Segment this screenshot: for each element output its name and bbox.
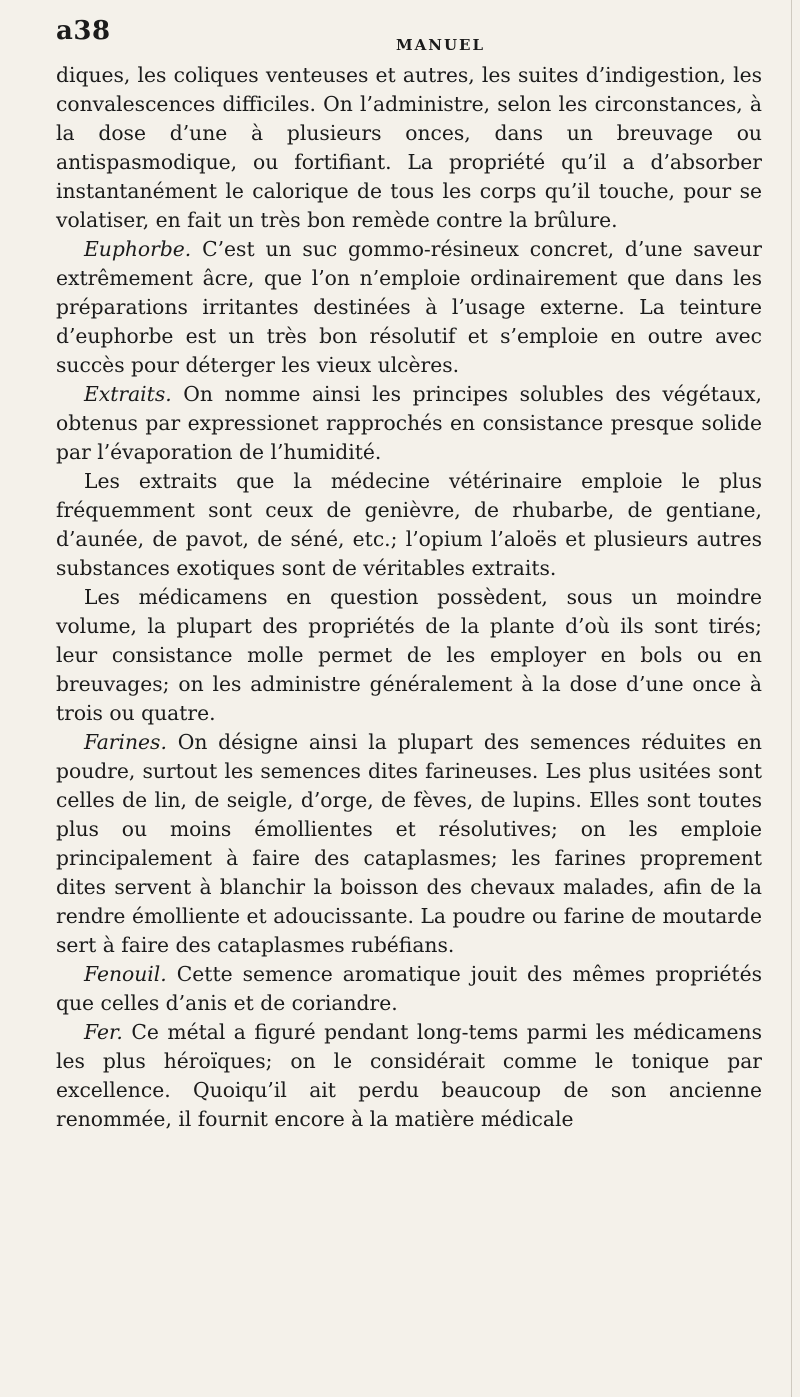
page-header [56, 12, 756, 62]
entry-title: Euphorbe. [84, 237, 192, 261]
body-text [56, 61, 762, 1134]
paragraph-text: Ce métal a figuré pendant long-tems parmi les médicamens les plus héroïques; on le considérait comme le tonique par excellence. Quoiqu’il ait perdu beaucoup de son ancienne renommée, il fournit encore à la matière médicale [56, 1020, 762, 1131]
entry-fenouil [56, 960, 762, 1018]
paragraph-text: On nomme ainsi les principes solubles des végétaux, obtenus par expressionet rapprochés en consistance presque solide par l’évaporation de l’humidité. [56, 382, 762, 464]
entry-fer [56, 1018, 762, 1134]
running-title: MANUEL [396, 36, 486, 54]
paragraph [56, 467, 762, 583]
paragraph-text: Les médicamens en question possèdent, sous un moindre volume, la plupart des propriétés de la plante d’où ils sont tirés; leur consistance molle permet de les employer en bols ou en breuvages; on les administre généralement à la dose d’une once à trois ou quatre. [56, 585, 762, 725]
page-number: a38 [56, 16, 111, 46]
paragraph [56, 583, 762, 728]
paragraph-text: Les extraits que la médecine vétérinaire emploie le plus fréquemment sont ceux de genièvre, de rhubarbe, de gentiane, d’aunée, de pavot, de séné, etc.; l’opium l’aloës et plusieurs autres substances exotiques sont de véritables extraits. [56, 469, 762, 580]
entry-title: Fer. [84, 1020, 123, 1044]
entry-title: Fenouil. [84, 962, 167, 986]
paragraph-text: Cette semence aromatique jouit des mêmes propriétés que celles d’anis et de coriandre. [56, 962, 762, 1015]
paragraph-text: On désigne ainsi la plupart des semences réduites en poudre, surtout les semences dites farineuses. Les plus usitées sont celles de lin, de seigle, d’orge, de fèves, de lupins. Elles sont toutes plus ou moins émollientes et résolutives; on les emploie principalement à faire des cataplasmes; les farines proprement dites servent à blanchir la boisson des chevaux malades, afin de la rendre émolliente et adoucissante. La poudre ou farine de moutarde sert à faire des cataplasmes rubéfians. [56, 730, 762, 957]
entry-farines [56, 728, 762, 960]
page-edge [791, 0, 792, 1397]
entry-extraits [56, 380, 762, 467]
entry-title: Farines. [84, 730, 167, 754]
paragraph-text: C’est un suc gommo-résineux concret, d’une saveur extrêmement âcre, que l’on n’emploie ordinairement que dans les préparations irritantes destinées à l’usage externe. La teinture d’euphorbe est un très bon résolutif et s’emploie en outre avec succès pour déterger les vieux ulcères. [56, 237, 762, 377]
paragraph-text: diques, les coliques venteuses et autres, les suites d’indigestion, les convalescences difficiles. On l’administre, selon les circonstances, à la dose d’une à plusieurs onces, dans un breuvage ou antispasmodique, ou fortifiant. La propriété qu’il a d’absorber instantanément le calorique de tous les corps qu’il touche, pour se volatiser, en fait un très bon remède contre la brûlure. [56, 63, 762, 232]
entry-title: Extraits. [84, 382, 172, 406]
paragraph-continuation [56, 61, 762, 235]
entry-euphorbe [56, 235, 762, 380]
